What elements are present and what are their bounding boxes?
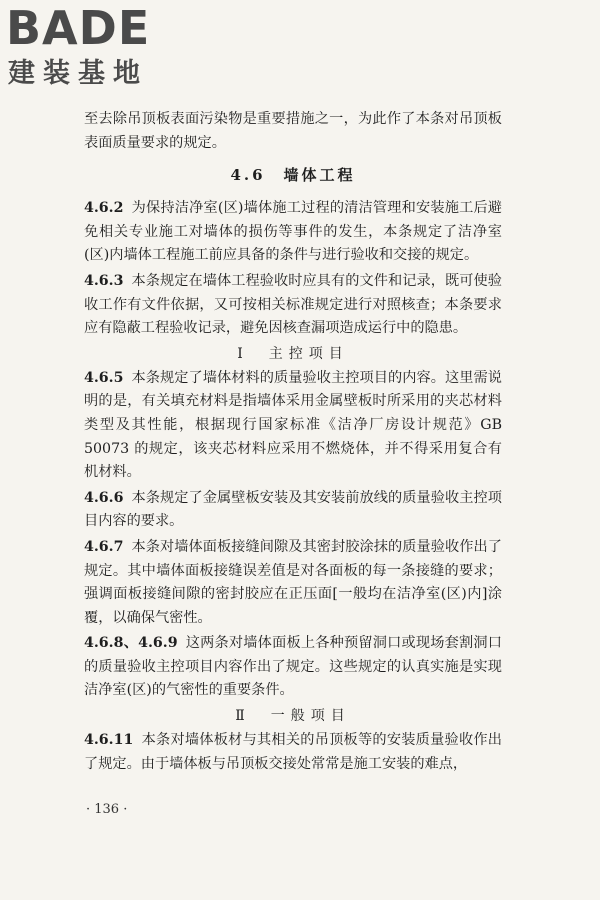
clause-4-6-11 [84,729,502,776]
clause-number: 4.6.3 [84,272,124,289]
clause-text: 本条对墙体面板接缝间隙及其密封胶涂抹的质量验收作出了规定。其中墙体面板接缝误差值是对各面板的每一条接缝的要求；强调面板接缝间隙的密封胶应在正压面[一般均在洁净室(区)内]涂覆，以确保气密性。 [84,538,502,626]
clause-4-6-3 [84,270,502,341]
page-number: · 136 · [86,802,128,817]
clause-text: 本条对墙体板材与其相关的吊顶板等的安装质量验收作出了规定。由于墙体板与吊顶板交接处常常是施工安装的难点， [84,732,502,772]
intro-paragraph: 至去除吊顶板表面污染物是重要措施之一，为此作了本条对吊顶板表面质量要求的规定。 [84,111,502,151]
clause-text: 这两条对墙体面板上各种预留洞口或现场套割洞口的质量验收主控项目内容作出了规定。这些规定的认真实施是实现洁净室(区)的气密性的重要条件。 [84,635,502,699]
clause-text: 本条规定了金属壁板安装及其安装前放线的质量验收主控项目内容的要求。 [84,489,502,530]
clause-number: 4.6.2 [84,200,124,217]
clause-text: 本条规定在墙体工程验收时应具有的文件和记录，既可使验收工作有文件依据，又可按相关标准规定进行对照核查；本条要求应有隐蔽工程验收记录，避免因核查漏项造成运行中的隐患。 [84,272,502,337]
clause-number: 4.6.11 [84,732,134,749]
site-logo [6,1,176,94]
clause-4-6-5 [84,367,502,485]
clause-number: 4.6.6 [84,489,124,506]
logo-wordmark: BADE [6,1,151,55]
clause-4-6-7 [84,536,502,630]
clause-4-6-2 [84,197,502,268]
sub-heading-main-items: Ⅰ 主控项目 [237,345,349,362]
clause-number: 4.6.8、4.6.9 [84,635,178,652]
sub-heading-general-items: Ⅱ 一般项目 [235,708,351,725]
clause-number: 4.6.7 [84,538,124,555]
clause-4-6-8-9 [84,632,502,703]
logo-subtitle: 建装基地 [8,58,148,89]
clause-text: 本条规定了墙体材料的质量验收主控项目的内容。这里需说明的是，有关填充材料是指墙体采用金属壁板时所采用的夹芯材料类型及其性能，根据现行国家标准《洁净厂房设计规范》GB 50073 的规定，该夹芯材料应采用不燃烧体，并不得采用复合有机材料。 [84,369,502,481]
section-title: 4.6 墙体工程 [230,166,356,185]
clause-text: 为保持洁净室(区)墙体施工过程的清洁管理和安装施工后避免相关专业施工对墙体的损伤等事件的发生，本条规定了洁净室(区)内墙体工程施工前应具备的条件与进行验收和交接的规定。 [84,200,502,264]
document-body [84,108,502,778]
clause-number: 4.6.5 [84,369,124,386]
clause-4-6-6 [84,487,502,534]
